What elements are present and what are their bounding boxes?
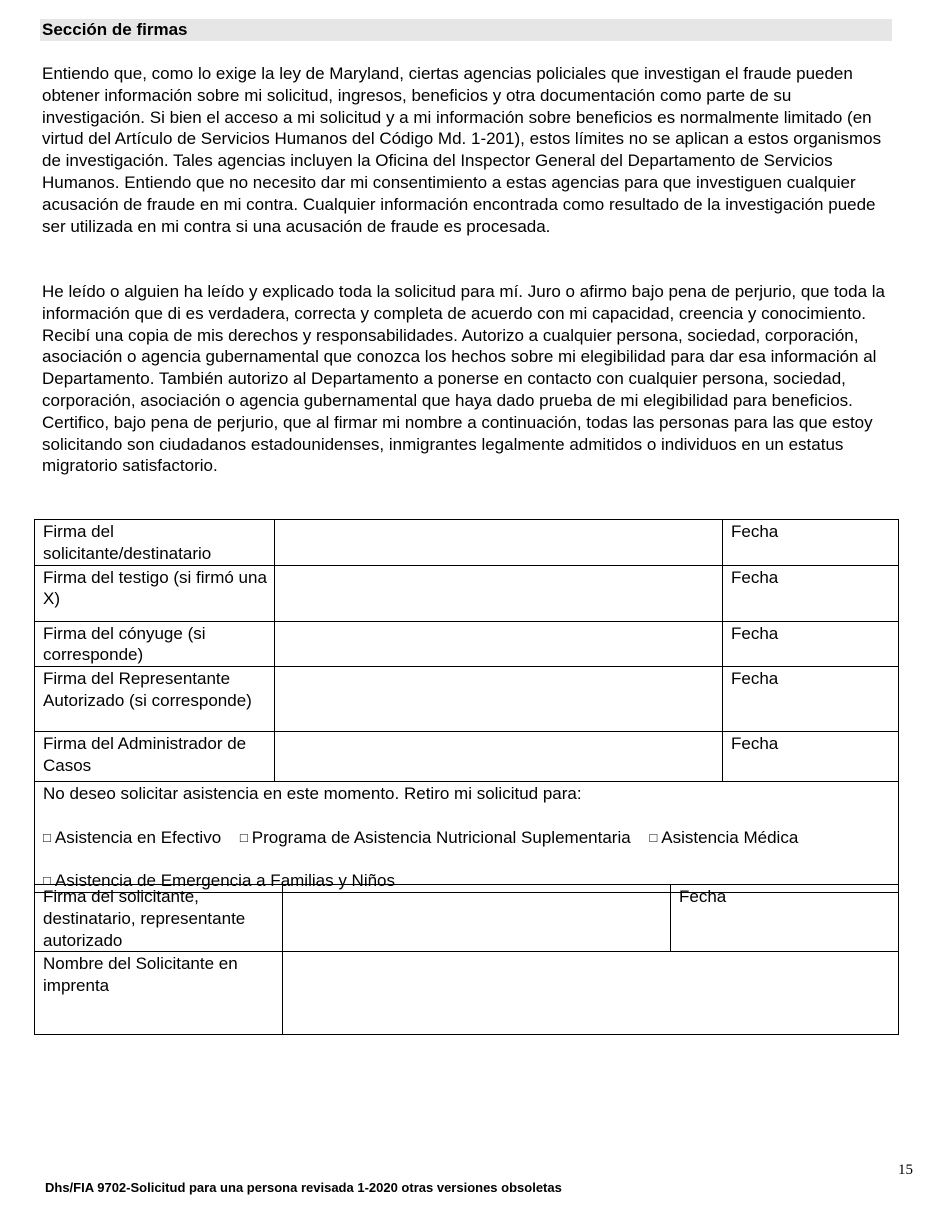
spouse-signature-label: Firma del cónyuge (si corresponde) (35, 621, 275, 667)
withdraw-signature-field[interactable] (283, 885, 671, 952)
medical-assistance-option[interactable]: □ Asistencia Médica (649, 827, 799, 847)
table-row (35, 667, 899, 732)
cash-assistance-option[interactable]: □ Asistencia en Efectivo (43, 827, 222, 847)
form-footer: Dhs/FIA 9702-Solicitud para una persona revisada 1-2020 otras versiones obsoletas (45, 1180, 562, 1195)
representative-signature-label: Firma del Representante Autorizado (si corresponde) (35, 667, 275, 732)
signature-table (34, 519, 899, 893)
applicant-signature-label: Firma del solicitante/destinatario (35, 520, 275, 566)
snap-option[interactable]: □ Programa de Asistencia Nutricional Suplementaria (239, 827, 631, 847)
printed-name-field[interactable] (283, 952, 899, 1035)
witness-date-field[interactable]: Fecha (723, 565, 899, 621)
spouse-signature-field[interactable] (275, 621, 723, 667)
withdraw-row (35, 782, 899, 893)
table-row (35, 732, 899, 782)
page-number: 15 (898, 1162, 913, 1178)
checkbox-icon[interactable]: □ (43, 829, 51, 845)
withdraw-intro: No deseo solicitar asistencia en este momento. Retiro mi solicitud para: (43, 784, 582, 804)
case-manager-signature-label: Firma del Administrador de Casos (35, 732, 275, 782)
perjury-certification-paragraph: He leído o alguien ha leído y explicado toda la solicitud para mí. Juro o afirmo bajo pena de perjurio, que toda la información que di es verdadera, correcta y completa de acuerdo con mi capacidad, creencia y conocimiento. Recibí una copia de mis derechos y responsabilidades. Autorizo a cualquier persona, sociedad, corporación, asociación o agencia gubernamental que conozca los hechos sobre mi elegibilidad para dar esa información al Departamento. También autorizo al Departamento a ponerse en contacto con cualquier persona, sociedad, corporación, asociación o agencia gubernamental que haya dado prueba de mi elegibilidad para beneficios. Certifico, bajo pena de perjurio, que al firmar mi nombre a continuación, todas las personas para las que estoy solicitando son ciudadanos estadounidenses, inmigrantes legalmente admitidos o individuos en un estatus migratorio satisfactorio. (42, 282, 885, 476)
fraud-investigation-paragraph: Entiendo que, como lo exige la ley de Maryland, ciertas agencias policiales que investigan el fraude pueden obtener información sobre mi solicitud, ingresos, beneficios y otra documentación como parte de su investigación. Si bien el acceso a mi solicitud y a mi información sobre beneficios es normalmente limitado (en virtud del Artículo de Servicios Humanos del Código Md. 1-201), estos límites no se aplican a estos organismos de investigación. Tales agencias incluyen la Oficina del Inspector General del Departamento de Servicios Humanos. Entiendo que no necesito dar mi consentimiento a estas agencias para que investiguen cualquier acusación de fraude en mi contra. Cualquier información encontrada como resultado de la investigación puede ser utilizada en mi contra si una acusación de fraude es procesada. (42, 64, 882, 236)
table-row (35, 952, 899, 1035)
table-row (35, 885, 899, 952)
table-row (35, 520, 899, 566)
table-row (35, 621, 899, 667)
applicant-signature-field[interactable] (275, 520, 723, 566)
applicant-date-field[interactable]: Fecha (723, 520, 899, 566)
representative-signature-field[interactable] (275, 667, 723, 732)
case-manager-date-field[interactable]: Fecha (723, 732, 899, 782)
checkbox-icon[interactable]: □ (649, 829, 658, 845)
withdraw-signature-table (34, 884, 899, 1035)
checkbox-icon[interactable]: □ (43, 873, 51, 889)
table-row (35, 565, 899, 621)
witness-signature-field[interactable] (275, 565, 723, 621)
case-manager-signature-field[interactable] (275, 732, 723, 782)
section-title: Sección de firmas (40, 19, 892, 41)
emergency-assistance-option[interactable]: □ Asistencia de Emergencia a Familias y Niños (43, 871, 396, 891)
withdraw-date-field[interactable]: Fecha (671, 885, 899, 952)
representative-date-field[interactable]: Fecha (723, 667, 899, 732)
witness-signature-label: Firma del testigo (si firmó una X) (35, 565, 275, 621)
spouse-date-field[interactable]: Fecha (723, 621, 899, 667)
printed-name-label: Nombre del Solicitante en imprenta (35, 952, 283, 1035)
checkbox-icon[interactable]: □ (239, 829, 248, 845)
withdraw-section (35, 782, 899, 893)
withdraw-signature-label: Firma del solicitante, destinatario, representante autorizado (35, 885, 283, 952)
